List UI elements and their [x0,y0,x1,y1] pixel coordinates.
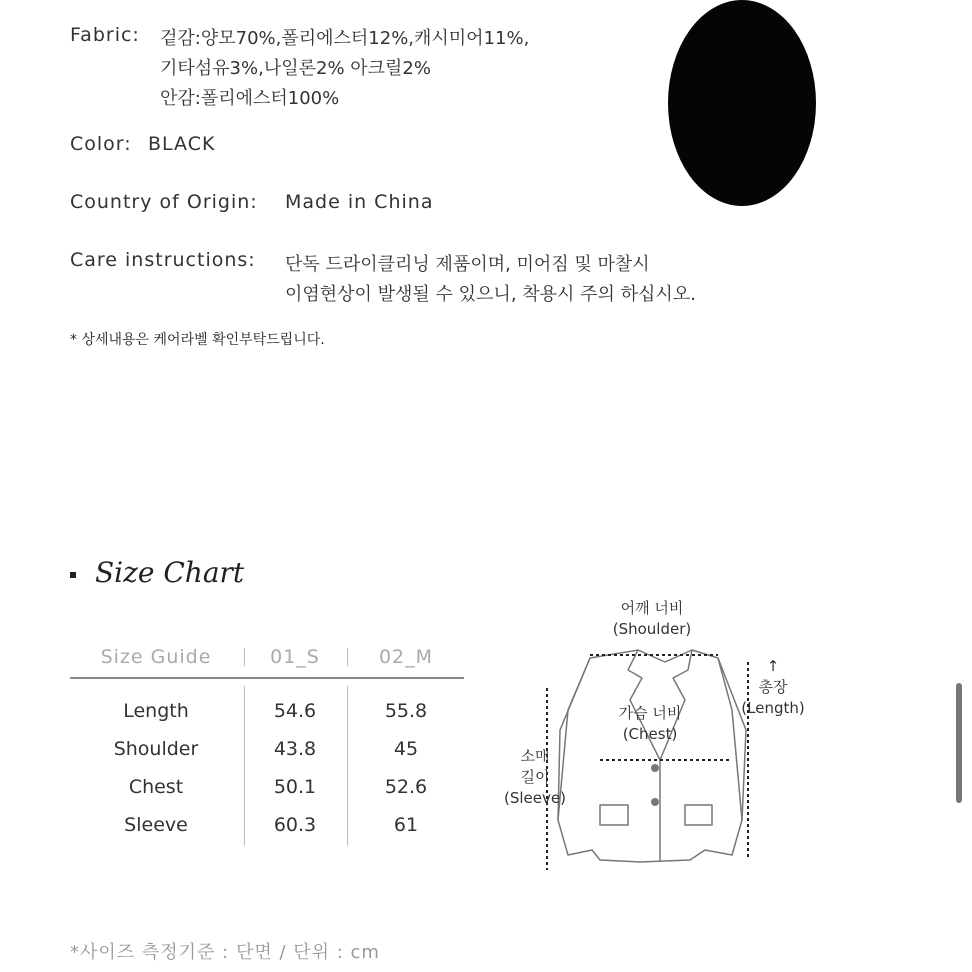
size-table [70,638,464,844]
row-value-s: 60.3 [273,814,317,836]
row-label: Shoulder [113,738,199,760]
size-table-header [70,638,464,676]
row-label: Length [123,700,189,722]
chest-label-ko: 가슴 너비 [618,704,682,722]
shoulder-label-en: (Shoulder) [612,620,692,638]
care-label: Care instructions: [70,249,256,271]
size-chart-title: Size Chart [95,556,245,589]
header-size-s: 01_S [270,646,320,668]
table-row [70,768,464,806]
chest-label-en: (Chest) [622,725,678,743]
length-label [730,656,816,719]
care-line-1: 단독 드라이클리닝 제품이며, 미어짐 및 마찰시 [285,254,650,275]
color-label: Color: [70,133,132,155]
fabric-line-2: 기타섬유3%,나일론2% 아크릴2% [160,58,431,79]
column-divider [244,686,245,846]
row-value-m: 61 [393,814,419,836]
shoulder-label [590,598,714,640]
row-value-m: 55.8 [384,700,428,722]
row-value-m: 52.6 [384,776,428,798]
row-value-m: 45 [393,738,419,760]
fabric-label: Fabric: [70,24,140,46]
header-separator [347,648,348,666]
sleeve-label-en: (Sleeve) [504,789,566,807]
row-label: Chest [128,776,184,798]
header-size-guide: Size Guide [100,646,212,668]
shoulder-label-ko: 어깨 너비 [620,599,684,617]
table-row [70,806,464,844]
care-line-2: 이염현상이 발생될 수 있으니, 착용시 주의 하십시오. [285,284,696,305]
column-divider [347,686,348,846]
care-label-note: * 상세내용은 케어라벨 확인부탁드립니다. [70,332,325,348]
row-label: Sleeve [124,814,188,836]
sleeve-label-ko-1: 소매 [520,747,550,765]
row-value-s: 54.6 [273,700,317,722]
chest-label [600,703,700,745]
row-value-s: 50.1 [273,776,317,798]
table-row [70,730,464,768]
table-divider [70,677,464,679]
section-bullet [70,572,76,578]
scrollbar-thumb[interactable] [956,683,962,803]
length-arrow-icon: ↑ [766,657,780,675]
sleeve-label-ko-2: 길이 [520,768,550,786]
sleeve-label [494,746,576,809]
row-value-s: 43.8 [273,738,317,760]
header-separator [244,648,245,666]
fabric-line-3: 안감:폴리에스터100% [160,88,340,109]
size-footnote: *사이즈 측정기준 : 단면 / 단위 : cm [70,942,380,963]
length-label-ko: 총장 [758,678,788,696]
header-size-m: 02_M [378,646,434,668]
color-value: BLACK [148,133,216,155]
table-row [70,692,464,730]
origin-value: Made in China [285,191,434,213]
fabric-line-1: 겉감:양모70%,폴리에스터12%,캐시미어11%, [160,28,530,49]
color-swatch [668,0,816,206]
length-label-en: (Length) [741,699,805,717]
origin-label: Country of Origin: [70,191,258,213]
